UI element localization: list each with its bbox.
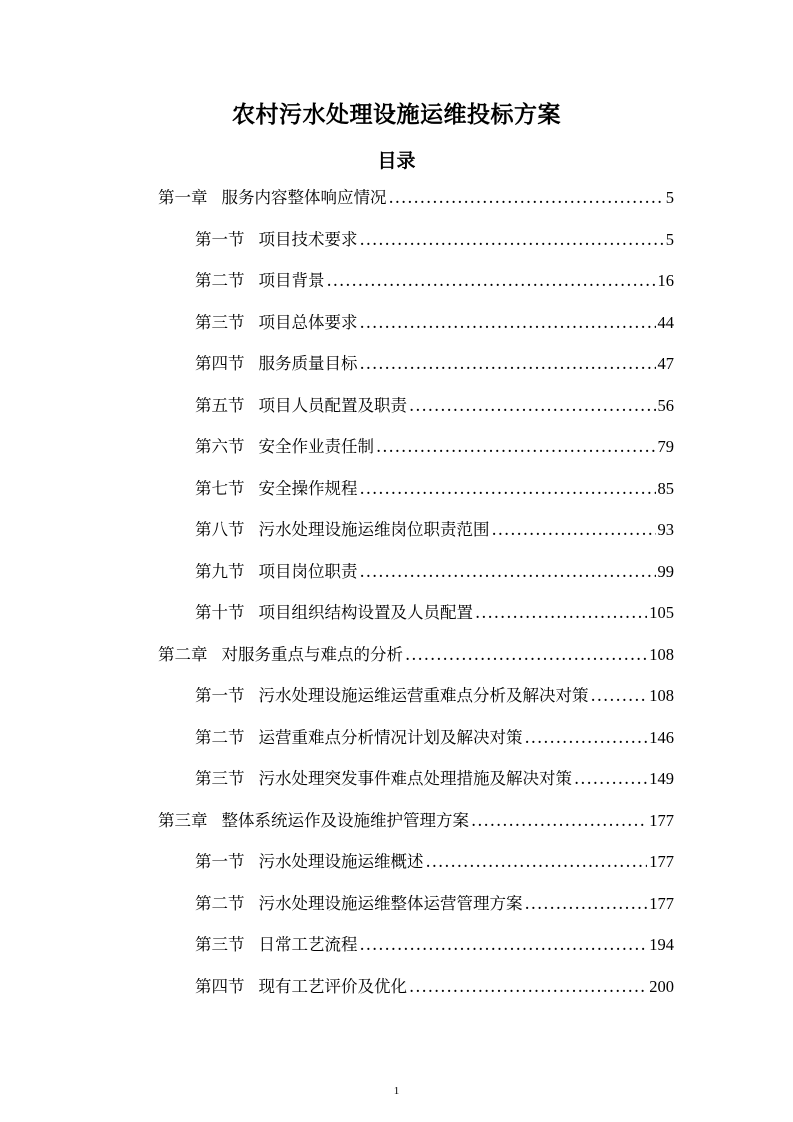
toc-entry-page: 108 <box>649 686 674 705</box>
toc-entry-page: 200 <box>649 977 674 996</box>
toc-entry-number: 第五节 <box>195 396 245 415</box>
toc-leader-dots <box>376 435 656 459</box>
toc-entry-section[interactable] <box>195 394 674 418</box>
toc-leader-dots <box>360 477 656 501</box>
toc-leader-dots <box>360 560 656 584</box>
toc-entry-page: 194 <box>649 935 674 954</box>
toc-entry-section[interactable] <box>195 477 674 501</box>
toc-entry-page: 56 <box>657 396 674 415</box>
toc-entry-number: 第二节 <box>195 271 245 290</box>
toc-entry-page: 5 <box>665 230 674 249</box>
toc-entry-page: 5 <box>665 188 674 207</box>
toc-entry-section[interactable] <box>195 892 674 916</box>
toc-entry-section[interactable] <box>195 767 674 791</box>
toc-entry-title: 污水处理突发事件难点处理措施及解决对策 <box>258 769 572 788</box>
toc-leader-dots <box>574 767 647 791</box>
toc-entry-number: 第八节 <box>195 520 245 539</box>
toc-entry-chapter[interactable] <box>158 643 674 667</box>
toc-entry-page: 177 <box>649 894 674 913</box>
toc-entry-title: 安全作业责任制 <box>258 437 374 456</box>
toc-leader-dots <box>409 975 647 999</box>
toc-entry-page: 177 <box>649 852 674 871</box>
toc-entry-number: 第十节 <box>195 603 245 622</box>
toc-entry-page: 85 <box>657 479 674 498</box>
toc-entry-page: 177 <box>649 811 674 830</box>
toc-leader-dots <box>426 850 648 874</box>
document-title: 农村污水处理设施运维投标方案 <box>232 102 561 128</box>
toc-leader-dots <box>591 684 648 708</box>
toc-entry-number: 第三节 <box>195 313 245 332</box>
toc-leader-dots <box>360 352 656 376</box>
toc-entry-number: 第一节 <box>195 686 245 705</box>
toc-leader-dots <box>405 643 647 667</box>
toc-entry-section[interactable] <box>195 269 674 293</box>
toc-entry-number: 第四节 <box>195 354 245 373</box>
toc-entry-section[interactable] <box>195 435 674 459</box>
toc-leader-dots <box>360 311 656 335</box>
toc-entry-number: 第三节 <box>195 769 245 788</box>
toc-entry-section[interactable] <box>195 975 674 999</box>
toc-entry-title: 项目组织结构设置及人员配置 <box>258 603 473 622</box>
toc-entry-section[interactable] <box>195 518 674 542</box>
toc-entry-title: 项目总体要求 <box>258 313 358 332</box>
toc-entry-title: 服务质量目标 <box>258 354 358 373</box>
toc-leader-dots <box>327 269 656 293</box>
toc-entry-number: 第六节 <box>195 437 245 456</box>
toc-entry-title: 服务内容整体响应情况 <box>221 188 387 207</box>
toc-heading: 目录 <box>377 150 416 172</box>
toc-entry-number: 第二节 <box>195 728 245 747</box>
toc-entry-section[interactable] <box>195 601 674 625</box>
toc-leader-dots <box>360 933 648 957</box>
toc-entry-title: 安全操作规程 <box>258 479 358 498</box>
toc-entry-number: 第一节 <box>195 230 245 249</box>
toc-entry-number: 第九节 <box>195 562 245 581</box>
toc-leader-dots <box>360 228 664 252</box>
toc-entry-number: 第一章 <box>158 188 208 207</box>
toc-entry-title: 污水处理设施运维运营重难点分析及解决对策 <box>258 686 589 705</box>
toc-entry-page: 149 <box>649 769 674 788</box>
toc-entry-page: 16 <box>657 271 674 290</box>
toc-leader-dots <box>389 186 664 210</box>
toc-entry-section[interactable] <box>195 684 674 708</box>
toc-leader-dots <box>492 518 656 542</box>
toc-leader-dots <box>525 726 648 750</box>
toc-entry-title: 日常工艺流程 <box>258 935 358 954</box>
toc-entry-page: 99 <box>657 562 674 581</box>
toc-entry-section[interactable] <box>195 726 674 750</box>
toc-entry-page: 108 <box>649 645 674 664</box>
toc-entry-title: 整体系统运作及设施维护管理方案 <box>221 811 469 830</box>
toc-leader-dots <box>525 892 648 916</box>
toc-entry-number: 第二节 <box>195 894 245 913</box>
toc-entry-number: 第三节 <box>195 935 245 954</box>
toc-entry-section[interactable] <box>195 311 674 335</box>
toc-entry-title: 项目背景 <box>258 271 325 290</box>
page-number: 1 <box>393 1085 400 1097</box>
toc-entry-title: 项目技术要求 <box>258 230 358 249</box>
toc-entry-section[interactable] <box>195 560 674 584</box>
toc-entry-page: 44 <box>657 313 674 332</box>
toc-entry-page: 146 <box>649 728 674 747</box>
toc-entry-title: 运营重难点分析情况计划及解决对策 <box>258 728 523 747</box>
toc-entry-section[interactable] <box>195 850 674 874</box>
toc-entry-chapter[interactable] <box>158 809 674 833</box>
toc-leader-dots <box>409 394 656 418</box>
toc-entry-title: 项目岗位职责 <box>258 562 358 581</box>
toc-entry-page: 93 <box>657 520 674 539</box>
toc-entry-number: 第三章 <box>158 811 208 830</box>
toc-entry-section[interactable] <box>195 228 674 252</box>
toc-entry-page: 47 <box>657 354 674 373</box>
toc-entry-title: 污水处理设施运维整体运营管理方案 <box>258 894 523 913</box>
toc-entry-page: 105 <box>649 603 674 622</box>
toc-entry-number: 第四节 <box>195 977 245 996</box>
toc-entry-title: 现有工艺评价及优化 <box>258 977 407 996</box>
toc-entry-number: 第七节 <box>195 479 245 498</box>
toc-entry-title: 对服务重点与难点的分析 <box>221 645 403 664</box>
toc-entry-page: 79 <box>657 437 674 456</box>
toc-entry-section[interactable] <box>195 933 674 957</box>
toc-entry-title: 项目人员配置及职责 <box>258 396 407 415</box>
toc-entry-number: 第二章 <box>158 645 208 664</box>
toc-leader-dots <box>475 601 647 625</box>
toc-entry-title: 污水处理设施运维概述 <box>258 852 424 871</box>
toc-leader-dots <box>471 809 647 833</box>
toc-entry-number: 第一节 <box>195 852 245 871</box>
toc-entry-chapter[interactable] <box>158 186 674 210</box>
toc-entry-title: 污水处理设施运维岗位职责范围 <box>258 520 490 539</box>
toc-entry-section[interactable] <box>195 352 674 376</box>
